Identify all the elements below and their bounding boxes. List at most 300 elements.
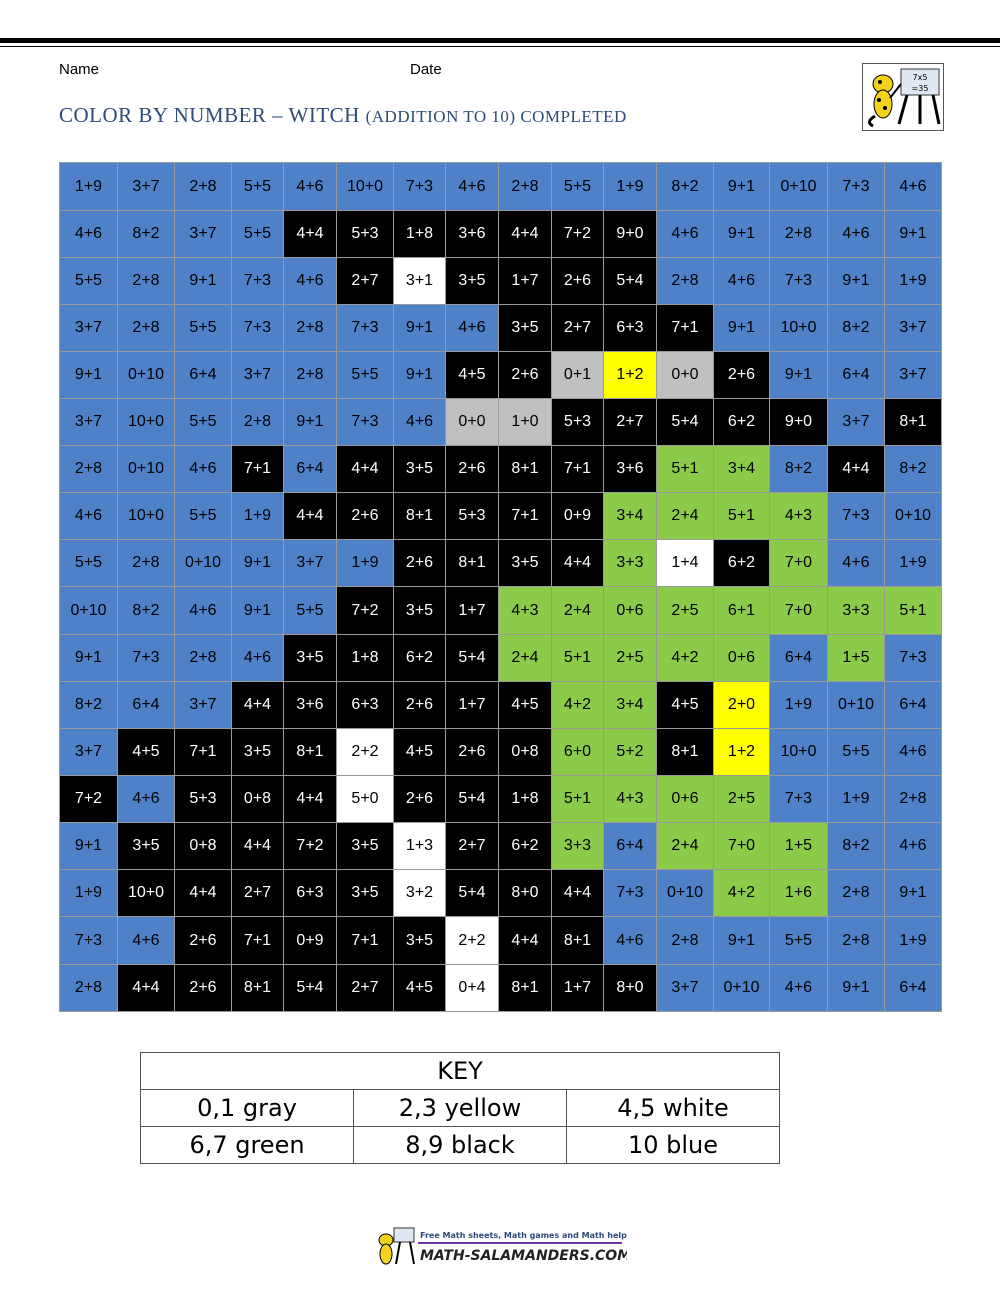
grid-cell: 8+1: [498, 964, 552, 1012]
grid-cell: 7+3: [769, 775, 828, 823]
grid-cell: 1+9: [231, 492, 284, 540]
grid-cell: 2+6: [393, 775, 446, 823]
grid-cell: 4+4: [551, 869, 604, 917]
grid-cell: 0+9: [551, 492, 604, 540]
grid-cell: 9+1: [713, 916, 770, 965]
grid-cell: 3+5: [336, 869, 394, 917]
grid-cell: 2+8: [117, 257, 175, 305]
grid-cell: 5+2: [603, 728, 657, 776]
grid-cell: 3+7: [884, 304, 942, 352]
grid-cell: 6+4: [769, 634, 828, 682]
grid-cell: 2+8: [59, 964, 118, 1012]
grid-cell: 9+1: [827, 964, 885, 1012]
grid-cell: 3+2: [393, 869, 446, 917]
grid-cell: 9+1: [769, 351, 828, 399]
grid-cell: 4+3: [603, 775, 657, 823]
key-header: KEY: [141, 1053, 780, 1090]
grid-cell: 1+2: [713, 728, 770, 776]
grid-cell: 8+1: [551, 916, 604, 965]
name-label: Name: [59, 61, 100, 78]
grid-cell: 3+4: [603, 681, 657, 729]
grid-cell: 0+8: [174, 822, 232, 870]
key-entry: 0,1 gray: [141, 1090, 354, 1127]
grid-cell: 4+6: [283, 257, 337, 305]
grid-cell: 6+4: [827, 351, 885, 399]
grid-cell: 7+2: [59, 775, 118, 823]
grid-cell: 4+3: [498, 586, 552, 635]
grid-cell: 5+5: [283, 586, 337, 635]
grid-cell: 4+5: [117, 728, 175, 776]
grid-cell: 4+6: [445, 162, 499, 211]
grid-cell: 4+6: [884, 822, 942, 870]
footer-site: MATH-SALAMANDERS.COM: [420, 1248, 627, 1264]
grid-cell: 9+1: [713, 304, 770, 352]
grid-cell: 2+6: [713, 351, 770, 399]
grid-cell: 8+0: [498, 869, 552, 917]
grid-cell: 7+3: [231, 304, 284, 352]
grid-cell: 9+1: [283, 398, 337, 446]
grid-cell: 1+8: [336, 634, 394, 682]
grid-cell: 2+8: [174, 634, 232, 682]
grid-cell: 7+3: [393, 162, 446, 211]
grid-cell: 2+7: [551, 304, 604, 352]
grid-cell: 4+6: [231, 634, 284, 682]
grid-cell: 4+4: [498, 210, 552, 258]
grid-cell: 5+5: [231, 210, 284, 258]
grid-cell: 8+1: [231, 964, 284, 1012]
grid-cell: 7+1: [231, 916, 284, 965]
grid-cell: 10+0: [117, 869, 175, 917]
grid-cell: 2+4: [656, 822, 714, 870]
grid-cell: 1+7: [551, 964, 604, 1012]
grid-cell: 3+6: [283, 681, 337, 729]
grid-cell: 8+2: [59, 681, 118, 729]
grid-cell: 8+2: [827, 822, 885, 870]
grid-cell: 2+4: [551, 586, 604, 635]
grid-cell: 5+1: [551, 775, 604, 823]
grid-cell: 4+6: [884, 728, 942, 776]
grid-cell: 2+8: [174, 162, 232, 211]
grid-cell: 0+10: [117, 351, 175, 399]
grid-cell: 0+0: [656, 351, 714, 399]
grid-cell: 3+4: [603, 492, 657, 540]
grid-cell: 6+0: [551, 728, 604, 776]
grid-cell: 9+1: [393, 304, 446, 352]
grid-cell: 2+8: [283, 304, 337, 352]
grid-cell: 3+5: [393, 916, 446, 965]
grid-cell: 4+4: [117, 964, 175, 1012]
grid-cell: 6+4: [117, 681, 175, 729]
grid-cell: 3+5: [231, 728, 284, 776]
grid-cell: 2+8: [117, 304, 175, 352]
key-entry: 2,3 yellow: [354, 1090, 567, 1127]
grid-cell: 2+4: [498, 634, 552, 682]
grid-cell: 9+1: [713, 162, 770, 211]
grid-cell: 7+2: [336, 586, 394, 635]
grid-cell: 4+6: [117, 916, 175, 965]
grid-cell: 1+8: [498, 775, 552, 823]
grid-cell: 4+6: [59, 210, 118, 258]
grid-cell: 5+3: [174, 775, 232, 823]
grid-cell: 2+4: [656, 492, 714, 540]
grid-cell: 3+5: [498, 304, 552, 352]
grid-cell: 0+10: [117, 445, 175, 493]
grid-cell: 4+4: [283, 492, 337, 540]
grid-cell: 7+3: [827, 492, 885, 540]
grid-cell: 6+4: [884, 681, 942, 729]
grid-cell: 10+0: [117, 492, 175, 540]
grid-cell: 5+5: [336, 351, 394, 399]
grid-cell: 5+5: [174, 304, 232, 352]
grid-cell: 5+5: [231, 162, 284, 211]
top-rule-thin: [0, 46, 1000, 47]
grid-cell: 2+5: [603, 634, 657, 682]
grid-cell: 2+8: [656, 257, 714, 305]
grid-cell: 5+3: [336, 210, 394, 258]
grid-cell: 4+6: [656, 210, 714, 258]
grid-cell: 7+3: [336, 398, 394, 446]
grid-cell: 4+4: [551, 539, 604, 587]
grid-cell: 4+4: [174, 869, 232, 917]
grid-cell: 2+8: [827, 869, 885, 917]
grid-cell: 9+1: [827, 257, 885, 305]
grid-cell: 5+1: [713, 492, 770, 540]
grid-cell: 4+6: [59, 492, 118, 540]
grid-cell: 5+5: [174, 492, 232, 540]
grid-cell: 5+4: [445, 634, 499, 682]
grid-cell: 0+10: [713, 964, 770, 1012]
grid-cell: 7+3: [336, 304, 394, 352]
date-label: Date: [410, 61, 442, 78]
grid-cell: 6+4: [603, 822, 657, 870]
grid-cell: 4+5: [445, 351, 499, 399]
grid-cell: 4+2: [656, 634, 714, 682]
grid-cell: 1+7: [498, 257, 552, 305]
grid-cell: 3+7: [59, 304, 118, 352]
grid-cell: 7+0: [769, 539, 828, 587]
grid-cell: 2+6: [174, 916, 232, 965]
grid-cell: 3+7: [174, 210, 232, 258]
grid-cell: 6+4: [174, 351, 232, 399]
grid-cell: 7+1: [174, 728, 232, 776]
grid-cell: 6+2: [393, 634, 446, 682]
grid-cell: 1+5: [769, 822, 828, 870]
grid-cell: 4+6: [827, 539, 885, 587]
grid-cell: 4+4: [498, 916, 552, 965]
grid-cell: 0+6: [713, 634, 770, 682]
grid-cell: 4+6: [174, 445, 232, 493]
grid-cell: 5+3: [551, 398, 604, 446]
grid-cell: 0+9: [283, 916, 337, 965]
grid-cell: 0+10: [59, 586, 118, 635]
grid-cell: 9+1: [884, 210, 942, 258]
grid-cell: 8+1: [656, 728, 714, 776]
grid-cell: 6+3: [336, 681, 394, 729]
grid-cell: 7+1: [656, 304, 714, 352]
grid-cell: 3+5: [283, 634, 337, 682]
grid-cell: 1+9: [884, 539, 942, 587]
footer-logo[interactable]: [372, 1226, 627, 1268]
grid-cell: 5+5: [59, 257, 118, 305]
grid-cell: 8+2: [827, 304, 885, 352]
grid-cell: 8+1: [283, 728, 337, 776]
grid-cell: 10+0: [117, 398, 175, 446]
grid-cell: 2+5: [713, 775, 770, 823]
grid-cell: 5+5: [769, 916, 828, 965]
board-text-1: 7x5: [912, 73, 928, 82]
grid-cell: 8+2: [769, 445, 828, 493]
grid-cell: 3+5: [336, 822, 394, 870]
grid-cell: 4+6: [827, 210, 885, 258]
grid-cell: 3+3: [603, 539, 657, 587]
grid-cell: 1+9: [603, 162, 657, 211]
grid-cell: 5+1: [656, 445, 714, 493]
grid-cell: 3+5: [117, 822, 175, 870]
grid-cell: 3+7: [59, 398, 118, 446]
grid-cell: 7+3: [769, 257, 828, 305]
grid-cell: 7+1: [498, 492, 552, 540]
grid-cell: 1+3: [393, 822, 446, 870]
key-entry: 4,5 white: [567, 1090, 780, 1127]
grid-cell: 2+8: [769, 210, 828, 258]
grid-cell: 1+6: [769, 869, 828, 917]
grid-cell: 7+2: [551, 210, 604, 258]
grid-cell: 10+0: [336, 162, 394, 211]
grid-cell: 4+3: [769, 492, 828, 540]
grid-cell: 1+9: [59, 869, 118, 917]
grid-cell: 6+4: [283, 445, 337, 493]
top-rule-thick: [0, 38, 1000, 43]
grid-cell: 4+6: [769, 964, 828, 1012]
grid-cell: 4+6: [174, 586, 232, 635]
grid-cell: 9+1: [393, 351, 446, 399]
grid-cell: 3+7: [884, 351, 942, 399]
grid-cell: 7+3: [884, 634, 942, 682]
grid-cell: 3+5: [393, 445, 446, 493]
grid-cell: 4+4: [283, 775, 337, 823]
grid-cell: 3+7: [174, 681, 232, 729]
grid-cell: 1+9: [769, 681, 828, 729]
grid-cell: 3+6: [445, 210, 499, 258]
grid-cell: 1+9: [336, 539, 394, 587]
grid-cell: 2+6: [336, 492, 394, 540]
grid-cell: 8+2: [117, 210, 175, 258]
grid-cell: 6+2: [713, 398, 770, 446]
key-entry: 8,9 black: [354, 1127, 567, 1164]
grid-cell: 10+0: [769, 304, 828, 352]
grid-cell: 3+5: [498, 539, 552, 587]
board-text-2: =35: [911, 84, 929, 93]
grid-cell: 0+6: [603, 586, 657, 635]
grid-cell: 0+0: [445, 398, 499, 446]
grid-cell: 5+4: [445, 775, 499, 823]
grid-cell: 4+4: [283, 210, 337, 258]
grid-cell: 3+5: [393, 586, 446, 635]
color-key-table: [140, 1052, 780, 1164]
grid-cell: 9+0: [603, 210, 657, 258]
grid-cell: 6+2: [498, 822, 552, 870]
grid-cell: 2+6: [393, 539, 446, 587]
grid-cell: 7+1: [551, 445, 604, 493]
grid-cell: 2+8: [117, 539, 175, 587]
grid-cell: 7+0: [769, 586, 828, 635]
grid-cell: 2+8: [59, 445, 118, 493]
grid-cell: 9+1: [59, 822, 118, 870]
grid-cell: 1+5: [827, 634, 885, 682]
grid-cell: 4+6: [117, 775, 175, 823]
grid-cell: 5+5: [59, 539, 118, 587]
grid-cell: 4+6: [603, 916, 657, 965]
grid-cell: 9+1: [174, 257, 232, 305]
grid-cell: 3+7: [59, 728, 118, 776]
grid-cell: 2+7: [445, 822, 499, 870]
grid-cell: 8+2: [117, 586, 175, 635]
grid-cell: 0+10: [174, 539, 232, 587]
grid-cell: 4+6: [445, 304, 499, 352]
grid-cell: 4+4: [827, 445, 885, 493]
grid-cell: 5+3: [445, 492, 499, 540]
grid-cell: 3+5: [445, 257, 499, 305]
grid-cell: 2+8: [498, 162, 552, 211]
grid-cell: 8+1: [884, 398, 942, 446]
footer-salamander-icon: [372, 1226, 627, 1268]
grid-cell: 2+8: [656, 916, 714, 965]
grid-cell: 8+1: [393, 492, 446, 540]
grid-cell: 7+3: [231, 257, 284, 305]
grid-cell: 2+6: [393, 681, 446, 729]
grid-cell: 6+3: [283, 869, 337, 917]
grid-cell: 1+9: [884, 257, 942, 305]
grid-cell: 9+1: [231, 586, 284, 635]
grid-cell: 5+4: [283, 964, 337, 1012]
grid-cell: 6+4: [884, 964, 942, 1012]
footer-tagline: Free Math sheets, Math games and Math help: [420, 1231, 627, 1240]
grid-cell: 6+2: [713, 539, 770, 587]
grid-cell: 2+5: [656, 586, 714, 635]
grid-cell: 0+1: [551, 351, 604, 399]
grid-cell: 8+0: [603, 964, 657, 1012]
grid-cell: 4+5: [498, 681, 552, 729]
grid-cell: 3+7: [656, 964, 714, 1012]
grid-cell: 4+4: [336, 445, 394, 493]
grid-cell: 10+0: [769, 728, 828, 776]
grid-cell: 0+4: [445, 964, 499, 1012]
grid-cell: 2+6: [174, 964, 232, 1012]
grid-cell: 0+6: [656, 775, 714, 823]
grid-cell: 4+2: [713, 869, 770, 917]
grid-cell: 7+3: [827, 162, 885, 211]
grid-cell: 5+5: [551, 162, 604, 211]
grid-cell: 0+8: [231, 775, 284, 823]
grid-cell: 4+4: [231, 681, 284, 729]
grid-cell: 7+1: [336, 916, 394, 965]
grid-cell: 8+1: [445, 539, 499, 587]
grid-cell: 4+6: [713, 257, 770, 305]
grid-cell: 4+6: [283, 162, 337, 211]
grid-cell: 7+2: [283, 822, 337, 870]
grid-cell: 3+7: [283, 539, 337, 587]
grid-cell: 4+6: [884, 162, 942, 211]
grid-cell: 1+7: [445, 586, 499, 635]
grid-cell: 1+9: [884, 916, 942, 965]
grid-cell: 2+8: [827, 916, 885, 965]
grid-cell: 1+4: [656, 539, 714, 587]
grid-cell: 2+8: [231, 398, 284, 446]
grid-cell: 5+4: [603, 257, 657, 305]
grid-cell: 5+1: [884, 586, 942, 635]
grid-cell: 7+1: [231, 445, 284, 493]
grid-cell: 2+8: [283, 351, 337, 399]
grid-cell: 1+7: [445, 681, 499, 729]
grid-cell: 4+6: [393, 398, 446, 446]
key-entry: 6,7 green: [141, 1127, 354, 1164]
grid-cell: 2+2: [336, 728, 394, 776]
grid-cell: 3+7: [117, 162, 175, 211]
grid-cell: 0+8: [498, 728, 552, 776]
grid-cell: 5+5: [827, 728, 885, 776]
grid-cell: 8+1: [498, 445, 552, 493]
key-entry: 10 blue: [567, 1127, 780, 1164]
grid-cell: 7+3: [117, 634, 175, 682]
grid-cell: 8+2: [884, 445, 942, 493]
grid-cell: 9+0: [769, 398, 828, 446]
grid-cell: 3+7: [231, 351, 284, 399]
grid-cell: 1+0: [498, 398, 552, 446]
grid-cell: 9+1: [713, 210, 770, 258]
grid-cell: 9+1: [59, 634, 118, 682]
grid-cell: 6+3: [603, 304, 657, 352]
grid-cell: 2+6: [498, 351, 552, 399]
grid-cell: 1+2: [603, 351, 657, 399]
grid-cell: 2+6: [445, 445, 499, 493]
grid-cell: 1+8: [393, 210, 446, 258]
grid-cell: 3+4: [713, 445, 770, 493]
grid-cell: 3+7: [827, 398, 885, 446]
grid-cell: 3+1: [393, 257, 446, 305]
grid-cell: 2+6: [551, 257, 604, 305]
grid-cell: 4+5: [393, 964, 446, 1012]
grid-cell: 9+1: [884, 869, 942, 917]
grid-cell: 2+7: [231, 869, 284, 917]
grid-cell: 4+5: [656, 681, 714, 729]
grid-cell: 4+5: [393, 728, 446, 776]
grid-cell: 3+3: [827, 586, 885, 635]
grid-cell: 2+7: [336, 257, 394, 305]
grid-cell: 3+6: [603, 445, 657, 493]
grid-cell: 0+10: [884, 492, 942, 540]
salamander-teacher-icon: [863, 64, 943, 130]
title-sub: (ADDITION TO 10) COMPLETED: [365, 107, 627, 126]
grid-cell: 2+0: [713, 681, 770, 729]
grid-cell: 4+2: [551, 681, 604, 729]
title-main: COLOR BY NUMBER – WITCH: [59, 103, 366, 127]
grid-cell: 5+4: [656, 398, 714, 446]
grid-cell: 5+4: [445, 869, 499, 917]
grid-cell: 1+9: [59, 162, 118, 211]
grid-cell: 7+0: [713, 822, 770, 870]
grid-cell: 7+3: [59, 916, 118, 965]
grid-cell: 6+1: [713, 586, 770, 635]
grid-cell: 5+1: [551, 634, 604, 682]
grid-cell: 0+10: [769, 162, 828, 211]
worksheet-title: [59, 103, 627, 128]
grid-cell: 8+2: [656, 162, 714, 211]
grid-cell: 1+9: [827, 775, 885, 823]
grid-cell: 2+8: [884, 775, 942, 823]
grid-cell: 5+0: [336, 775, 394, 823]
grid-cell: 9+1: [59, 351, 118, 399]
grid-cell: 3+3: [551, 822, 604, 870]
